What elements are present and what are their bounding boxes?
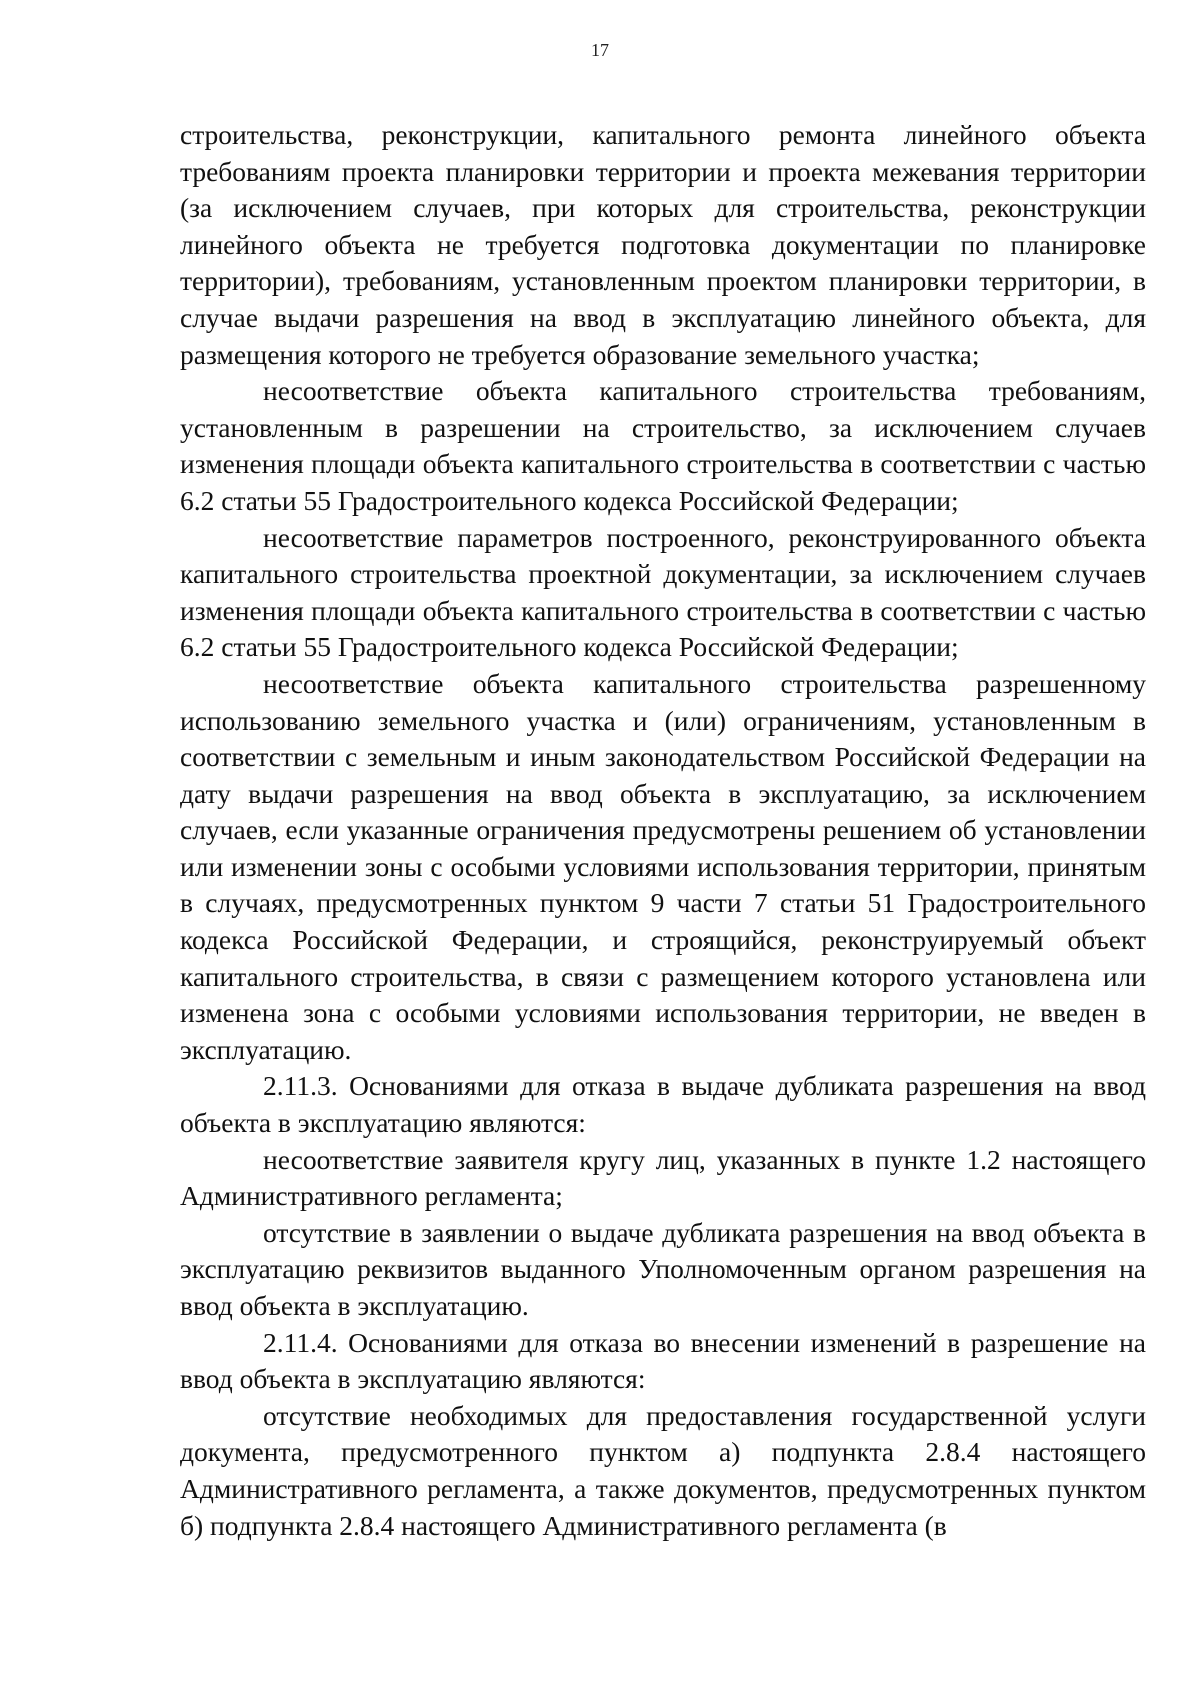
page-number: 17	[591, 40, 609, 60]
paragraph-4: несоответствие объекта капитального строительства разрешенному использованию земельного участка и (или) ограничениям, установленным в соответствии с земельным и иным законодательством Российской Федерации на дату выдачи разрешения на ввод объекта в эксплуатацию, за исключением случаев, если указанные ограничения предусмотрены решением об установлении или изменении зоны с особыми условиями использования территории, принятым в случаях, предусмотренных пунктом 9 части 7 статьи 51 Градостроительного кодекса Российской Федерации, и строящийся, реконструируемый объект капитального строительства, в связи с размещением которого установлена или изменена зона с особыми условиями использования территории, не введен в эксплуатацию.	[180, 667, 1146, 1065]
paragraph-5: 2.11.3. Основаниями для отказа в выдаче дубликата разрешения на ввод объекта в эксплуатацию являются:	[180, 1070, 1146, 1139]
paragraph-3: несоответствие параметров построенного, реконструированного объекта капитального строительства проектной документации, за исключением случаев изменения площади объекта капитального строительства в соответствии с частью 6.2 статьи 55 Градостроительного кодекса Российской Федерации;	[180, 521, 1146, 663]
paragraph-9: отсутствие необходимых для предоставления государственной услуги документа, предусмотренного пунктом а) подпункта 2.8.4 настоящего Административного регламента, а также документов, предусмотренных пунктом б) подпункта 2.8.4 настоящего Административного регламента (в	[180, 1399, 1146, 1541]
document-body	[180, 117, 1146, 1544]
paragraph-2: несоответствие объекта капитального строительства требованиям, установленным в разрешении на строительство, за исключением случаев изменения площади объекта капитального строительства в соответствии с частью 6.2 статьи 55 Градостроительного кодекса Российской Федерации;	[180, 375, 1146, 516]
paragraph-7: отсутствие в заявлении о выдаче дубликата разрешения на ввод объекта в эксплуатацию реквизитов выданного Уполномоченным органом разрешения на ввод объекта в эксплуатацию.	[180, 1216, 1146, 1321]
paragraph-1: строительства, реконструкции, капитального ремонта линейного объекта требованиям проекта планировки территории и проекта межевания территории (за исключением случаев, при которых для строительства, реконструкции линейного объекта не требуется подготовка документации по планировке территории), требованиям, установленным проектом планировки территории, в случае выдачи разрешения на ввод в эксплуатацию линейного объекта, для размещения которого не требуется образование земельного участка;	[180, 119, 1146, 370]
paragraph-8: 2.11.4. Основаниями для отказа во внесении изменений в разрешение на ввод объекта в эксплуатацию являются:	[180, 1326, 1146, 1395]
paragraph-6: несоответствие заявителя кругу лиц, указанных в пункте 1.2 настоящего Административного регламента;	[180, 1143, 1146, 1212]
